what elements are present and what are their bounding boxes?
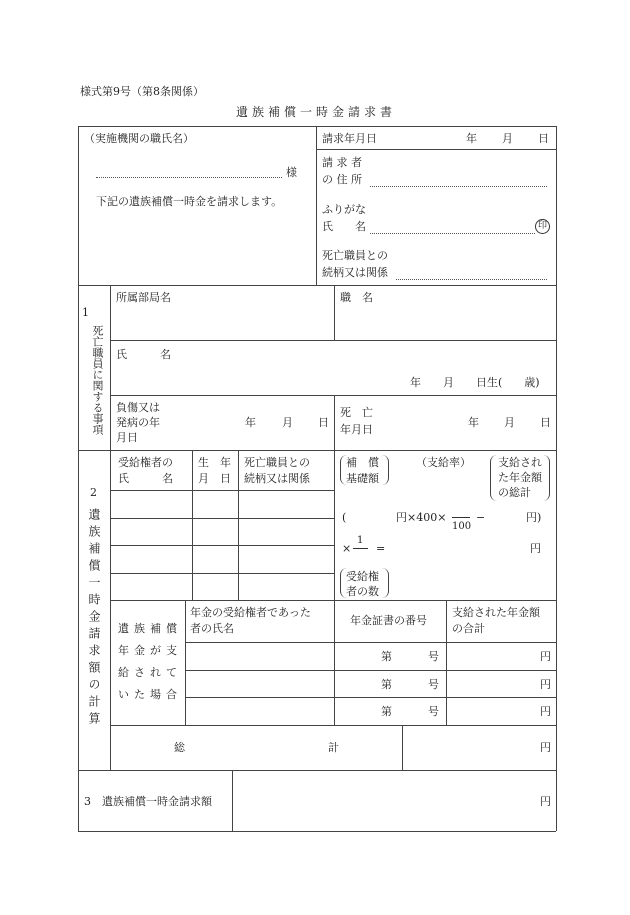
total-paid-1: 支給された年金額	[452, 606, 540, 619]
col-birth-2: 月 日	[198, 472, 231, 485]
address-field[interactable]	[370, 186, 547, 187]
form-title: 遺族補償一時金請求書	[236, 105, 397, 119]
section3-label: 3 遺族補償一時金請求額	[84, 795, 212, 808]
base-label-2: 基礎額	[346, 472, 379, 485]
injury-label-3: 月日	[116, 431, 138, 444]
pension-case-4: いた場合	[118, 688, 182, 701]
death-label-2: 年月日	[340, 423, 373, 436]
formula-times: ×	[342, 542, 352, 555]
formula-equals: =	[376, 542, 386, 555]
paid-yen-1: 円	[540, 650, 551, 663]
furigana-label: ふりがな	[322, 203, 366, 216]
paid-label-2: た年金額	[498, 471, 542, 484]
form-number: 様式第9号（第8条関係）	[80, 85, 204, 98]
total-label-2: 計	[328, 741, 339, 754]
prev-recipient-2: 者の氏名	[190, 622, 234, 635]
num-recipients-1: 受給権	[346, 570, 379, 583]
formula-yen: 円	[530, 542, 541, 555]
paid-yen-2: 円	[540, 678, 551, 691]
cert-no-label: 年金証書の番号	[350, 614, 427, 627]
injury-month: 月	[282, 416, 293, 429]
fraction-line-1	[353, 548, 368, 549]
num-recipients-2: 者の数	[346, 585, 379, 598]
claimant-name-label: 氏 名	[322, 220, 366, 233]
death-year: 年	[468, 416, 479, 429]
formula-yen-x400: 円×400×	[396, 511, 447, 524]
relation-field[interactable]	[396, 279, 547, 280]
cert-dai-2: 第	[381, 678, 392, 691]
section1-number: 1	[82, 306, 89, 319]
claimant-name-field[interactable]	[370, 233, 535, 234]
pension-case-2: 年金が支	[118, 644, 182, 657]
paid-yen-3: 円	[540, 705, 551, 718]
total-yen: 円	[540, 741, 551, 754]
section2-number: 2	[90, 486, 97, 499]
total-paid-2: の合計	[452, 622, 485, 635]
sama-label: 様	[286, 166, 297, 179]
death-day: 日	[540, 416, 551, 429]
relation-label-2: 続柄又は関係	[322, 266, 388, 279]
claim-date-month: 月	[502, 132, 513, 145]
rate-label: （支給率）	[416, 456, 471, 469]
cert-dai-1: 第	[381, 650, 392, 663]
cert-dai-3: 第	[381, 705, 392, 718]
col-relation-2: 続柄又は関係	[244, 472, 310, 485]
total-label-1: 総	[174, 741, 185, 754]
section1-title: 死亡職員に関する事項	[91, 325, 104, 435]
paid-label-1: 支給され	[498, 456, 542, 469]
address-label-2: の 住 所	[322, 173, 362, 186]
injury-year: 年	[245, 416, 256, 429]
fraction-denominator: 100	[452, 521, 472, 532]
injury-label-1: 負傷又は	[116, 401, 160, 414]
formula-minus: −	[476, 511, 486, 524]
fraction-numerator: 1	[357, 535, 364, 546]
col-recipient-1: 受給権者の	[118, 456, 173, 469]
claim-date-year: 年	[466, 132, 477, 145]
injury-label-2: 発病の年	[116, 416, 160, 429]
col-recipient-2: 氏 名	[118, 472, 173, 485]
paid-label-3: の総計	[498, 486, 531, 499]
col-birth-1: 生 年	[198, 456, 231, 469]
dept-label: 所属部局名	[116, 291, 171, 304]
pension-case-1: 遺族補償	[118, 622, 182, 635]
relation-label-1: 死亡職員との	[322, 249, 388, 262]
deceased-name-label: 氏 名	[116, 348, 171, 361]
seal-mark: 印	[535, 219, 550, 234]
post-label: 職 名	[340, 291, 373, 304]
section2-title: 遺族補償一時金請求額の計算	[87, 508, 101, 729]
agency-name-field[interactable]	[96, 177, 282, 178]
cert-go-1: 号	[428, 650, 439, 663]
death-month: 月	[504, 416, 515, 429]
pension-case-3: 給されて	[118, 666, 182, 679]
agency-label: （実施機関の職氏名）	[84, 132, 194, 145]
claim-date-label: 請求年月日	[322, 132, 377, 145]
claim-date-day: 日	[538, 132, 549, 145]
base-label-1: 補 償	[346, 456, 379, 469]
address-label-1: 請 求 者	[322, 156, 362, 169]
prev-recipient-1: 年金の受給権者であった	[190, 606, 311, 619]
request-text: 下記の遺族補償一時金を請求します。	[96, 195, 283, 208]
fraction-line-100	[452, 517, 470, 518]
formula-yen-close: 円)	[526, 511, 542, 524]
cert-go-3: 号	[428, 705, 439, 718]
birth-date-label: 年 月 日生( 歳)	[410, 376, 540, 389]
col-relation-1: 死亡職員との	[244, 456, 310, 469]
section3-yen: 円	[540, 795, 551, 808]
injury-day: 日	[318, 416, 329, 429]
cert-go-2: 号	[428, 678, 439, 691]
formula-open-paren: (	[342, 511, 347, 524]
death-label-1: 死 亡	[340, 406, 373, 419]
